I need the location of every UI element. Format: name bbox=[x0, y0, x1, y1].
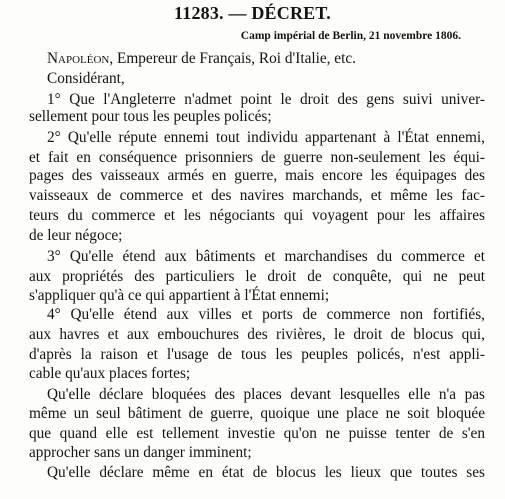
author-name: Napoléon bbox=[47, 50, 110, 67]
text-line: Qu'elle déclare bloquées des places devant lesquelles elle n'a pas bbox=[47, 386, 485, 403]
text-line: d'après la raison et l'usage de tous les peuples policés, n'est appli- bbox=[29, 346, 485, 363]
text-line: Considérant, bbox=[47, 70, 125, 87]
decree-dateline: Camp impérial de Berlin, 21 novembre 1806. bbox=[240, 30, 461, 42]
text-line: aux havres et aux embouchures des rivières, le droit de blocus qui, bbox=[29, 326, 485, 343]
text-line: que quand elle est tellement investie qu'on ne puisse tenter de s'en bbox=[29, 425, 485, 442]
decree-heading: 11283. — DÉCRET. bbox=[174, 3, 331, 23]
text-line: Qu'elle déclare même en état de blocus les lieux que toutes ses bbox=[47, 464, 485, 481]
text-line: vaisseaux de commerce et des navires marchands, et même les fac- bbox=[29, 187, 485, 204]
text-line: pages des vaisseaux armés en guerre, mais encore les équipages des bbox=[29, 167, 485, 184]
text-line: 2° Qu'elle répute ennemi tout individu appartenant à l'État ennemi, bbox=[47, 129, 485, 146]
text-line: s'appliquer qu'à ce qui appartient à l'État ennemi; bbox=[29, 287, 330, 304]
text-line: et fait en conséquence prisonniers de guerre non-seulement les équi- bbox=[29, 149, 485, 166]
text-line: approcher sans un danger imminent; bbox=[29, 444, 252, 461]
text-line: sellement pour tous les peuples policés; bbox=[29, 108, 272, 125]
text-line: de leur négoce; bbox=[29, 227, 123, 244]
text-line: cable qu'aux places fortes; bbox=[29, 365, 191, 382]
text-line: 3° Qu'elle étend aux bâtiments et marchandises du commerce et bbox=[47, 248, 485, 265]
text-line: aux propriétés des particuliers le droit de conquête, qui ne peut bbox=[29, 268, 485, 285]
text-line: 4° Qu'elle étend aux villes et ports de commerce non fortifiés, bbox=[47, 306, 485, 323]
text-line: 1° Que l'Angleterre n'admet point le droit des gens suivi univer- bbox=[47, 91, 485, 108]
text-line: teurs du commerce et les négociants qui voyagent pour les affaires bbox=[29, 207, 485, 224]
author-line bbox=[47, 50, 356, 68]
text-line: même un seul bâtiment de guerre, quoique une place ne soit bloquée bbox=[29, 405, 485, 422]
author-title: , Empereur de Français, Roi d'Italie, etc. bbox=[109, 50, 356, 67]
